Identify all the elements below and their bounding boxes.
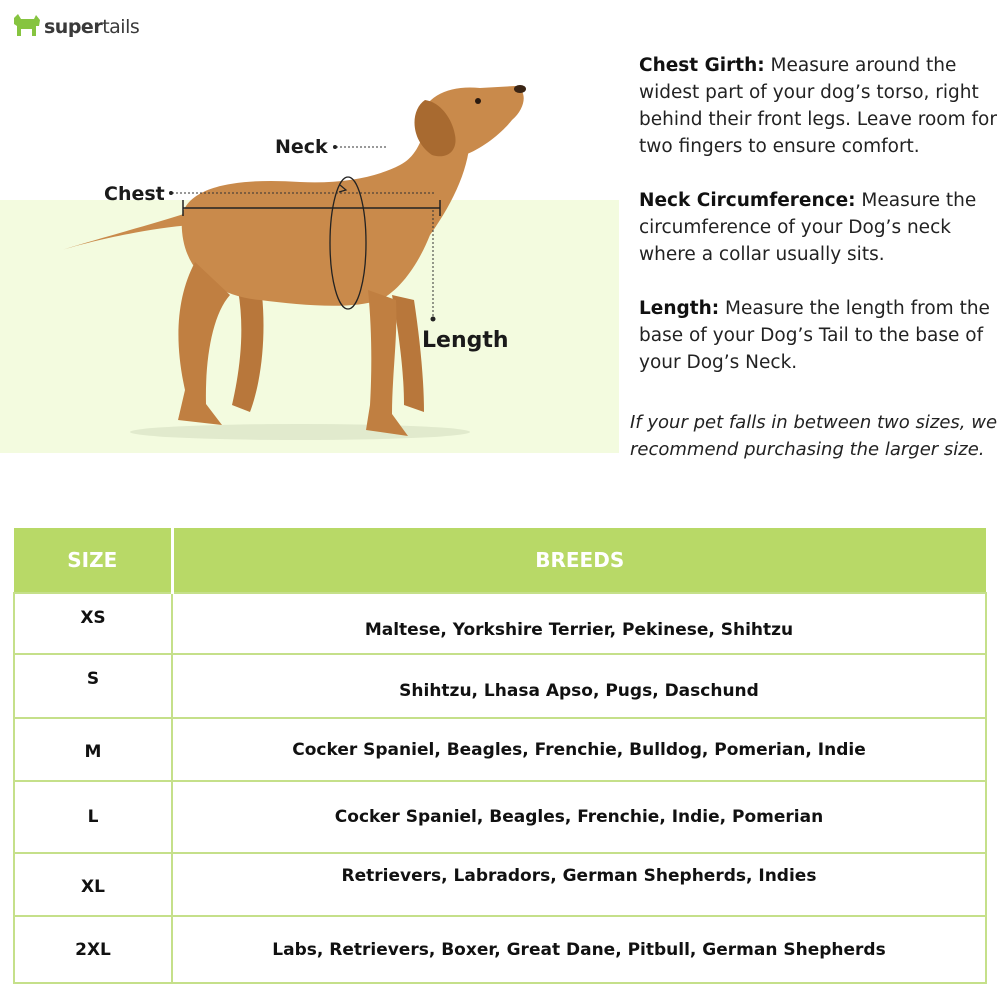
- size-cell: 2XL: [14, 916, 172, 983]
- brand-name-part2: tails: [102, 16, 140, 38]
- dog-measurement-illustration: [0, 40, 620, 460]
- breeds-cell: Shihtzu, Lhasa Apso, Pugs, Daschund: [172, 654, 986, 718]
- size-cell: M: [14, 718, 172, 781]
- table-row: [14, 654, 986, 718]
- brand-name-part1: super: [44, 16, 103, 38]
- chest-text: Measure around the widest part of your dog’s torso, right behind their front legs. Leave room for two fingers to ensure comfort.: [639, 55, 997, 157]
- table-row: [14, 718, 986, 781]
- table-row: [14, 916, 986, 983]
- dog-logo-icon: [12, 12, 42, 38]
- breeds-cell: Cocker Spaniel, Beagles, Frenchie, Bulldog, Pomerian, Indie: [172, 718, 986, 781]
- breeds-cell: Cocker Spaniel, Beagles, Frenchie, Indie, Pomerian: [172, 781, 986, 853]
- size-cell: XL: [14, 853, 172, 916]
- table-row: [14, 853, 986, 916]
- brand-name: [44, 16, 139, 38]
- neck-text: Measure the circumference of your Dog’s neck where a collar usually sits.: [639, 190, 977, 265]
- length-instruction: [639, 295, 997, 376]
- size-cell: S: [14, 654, 172, 718]
- chest-instruction: [639, 52, 997, 160]
- breeds-column-header: BREEDS: [172, 528, 986, 593]
- measurement-instructions: [639, 52, 997, 403]
- table-row: [14, 593, 986, 654]
- length-title: Length:: [639, 298, 720, 319]
- breeds-cell: Retrievers, Labradors, German Shepherds, Indies: [172, 853, 986, 916]
- sizing-note: If your pet falls in between two sizes, we recommend purchasing the larger size.: [630, 412, 998, 460]
- chest-title: Chest Girth:: [639, 55, 765, 76]
- breeds-cell: Labs, Retrievers, Boxer, Great Dane, Pitbull, German Shepherds: [172, 916, 986, 983]
- table-row: [14, 781, 986, 853]
- length-text: Measure the length from the base of your Dog’s Tail to the base of your Dog’s Neck.: [639, 298, 990, 373]
- size-cell: XS: [14, 593, 172, 654]
- neck-title: Neck Circumference:: [639, 190, 856, 211]
- size-cell: L: [14, 781, 172, 853]
- table-header-row: [14, 528, 986, 593]
- size-chart-table: [13, 528, 987, 984]
- neck-label: Neck: [275, 136, 328, 158]
- neck-instruction: [639, 187, 997, 268]
- brand-logo[interactable]: [12, 8, 139, 42]
- breeds-cell: Maltese, Yorkshire Terrier, Pekinese, Shihtzu: [172, 593, 986, 654]
- length-label: Length: [422, 328, 509, 353]
- size-column-header: SIZE: [14, 528, 172, 593]
- chest-label: Chest: [104, 183, 165, 205]
